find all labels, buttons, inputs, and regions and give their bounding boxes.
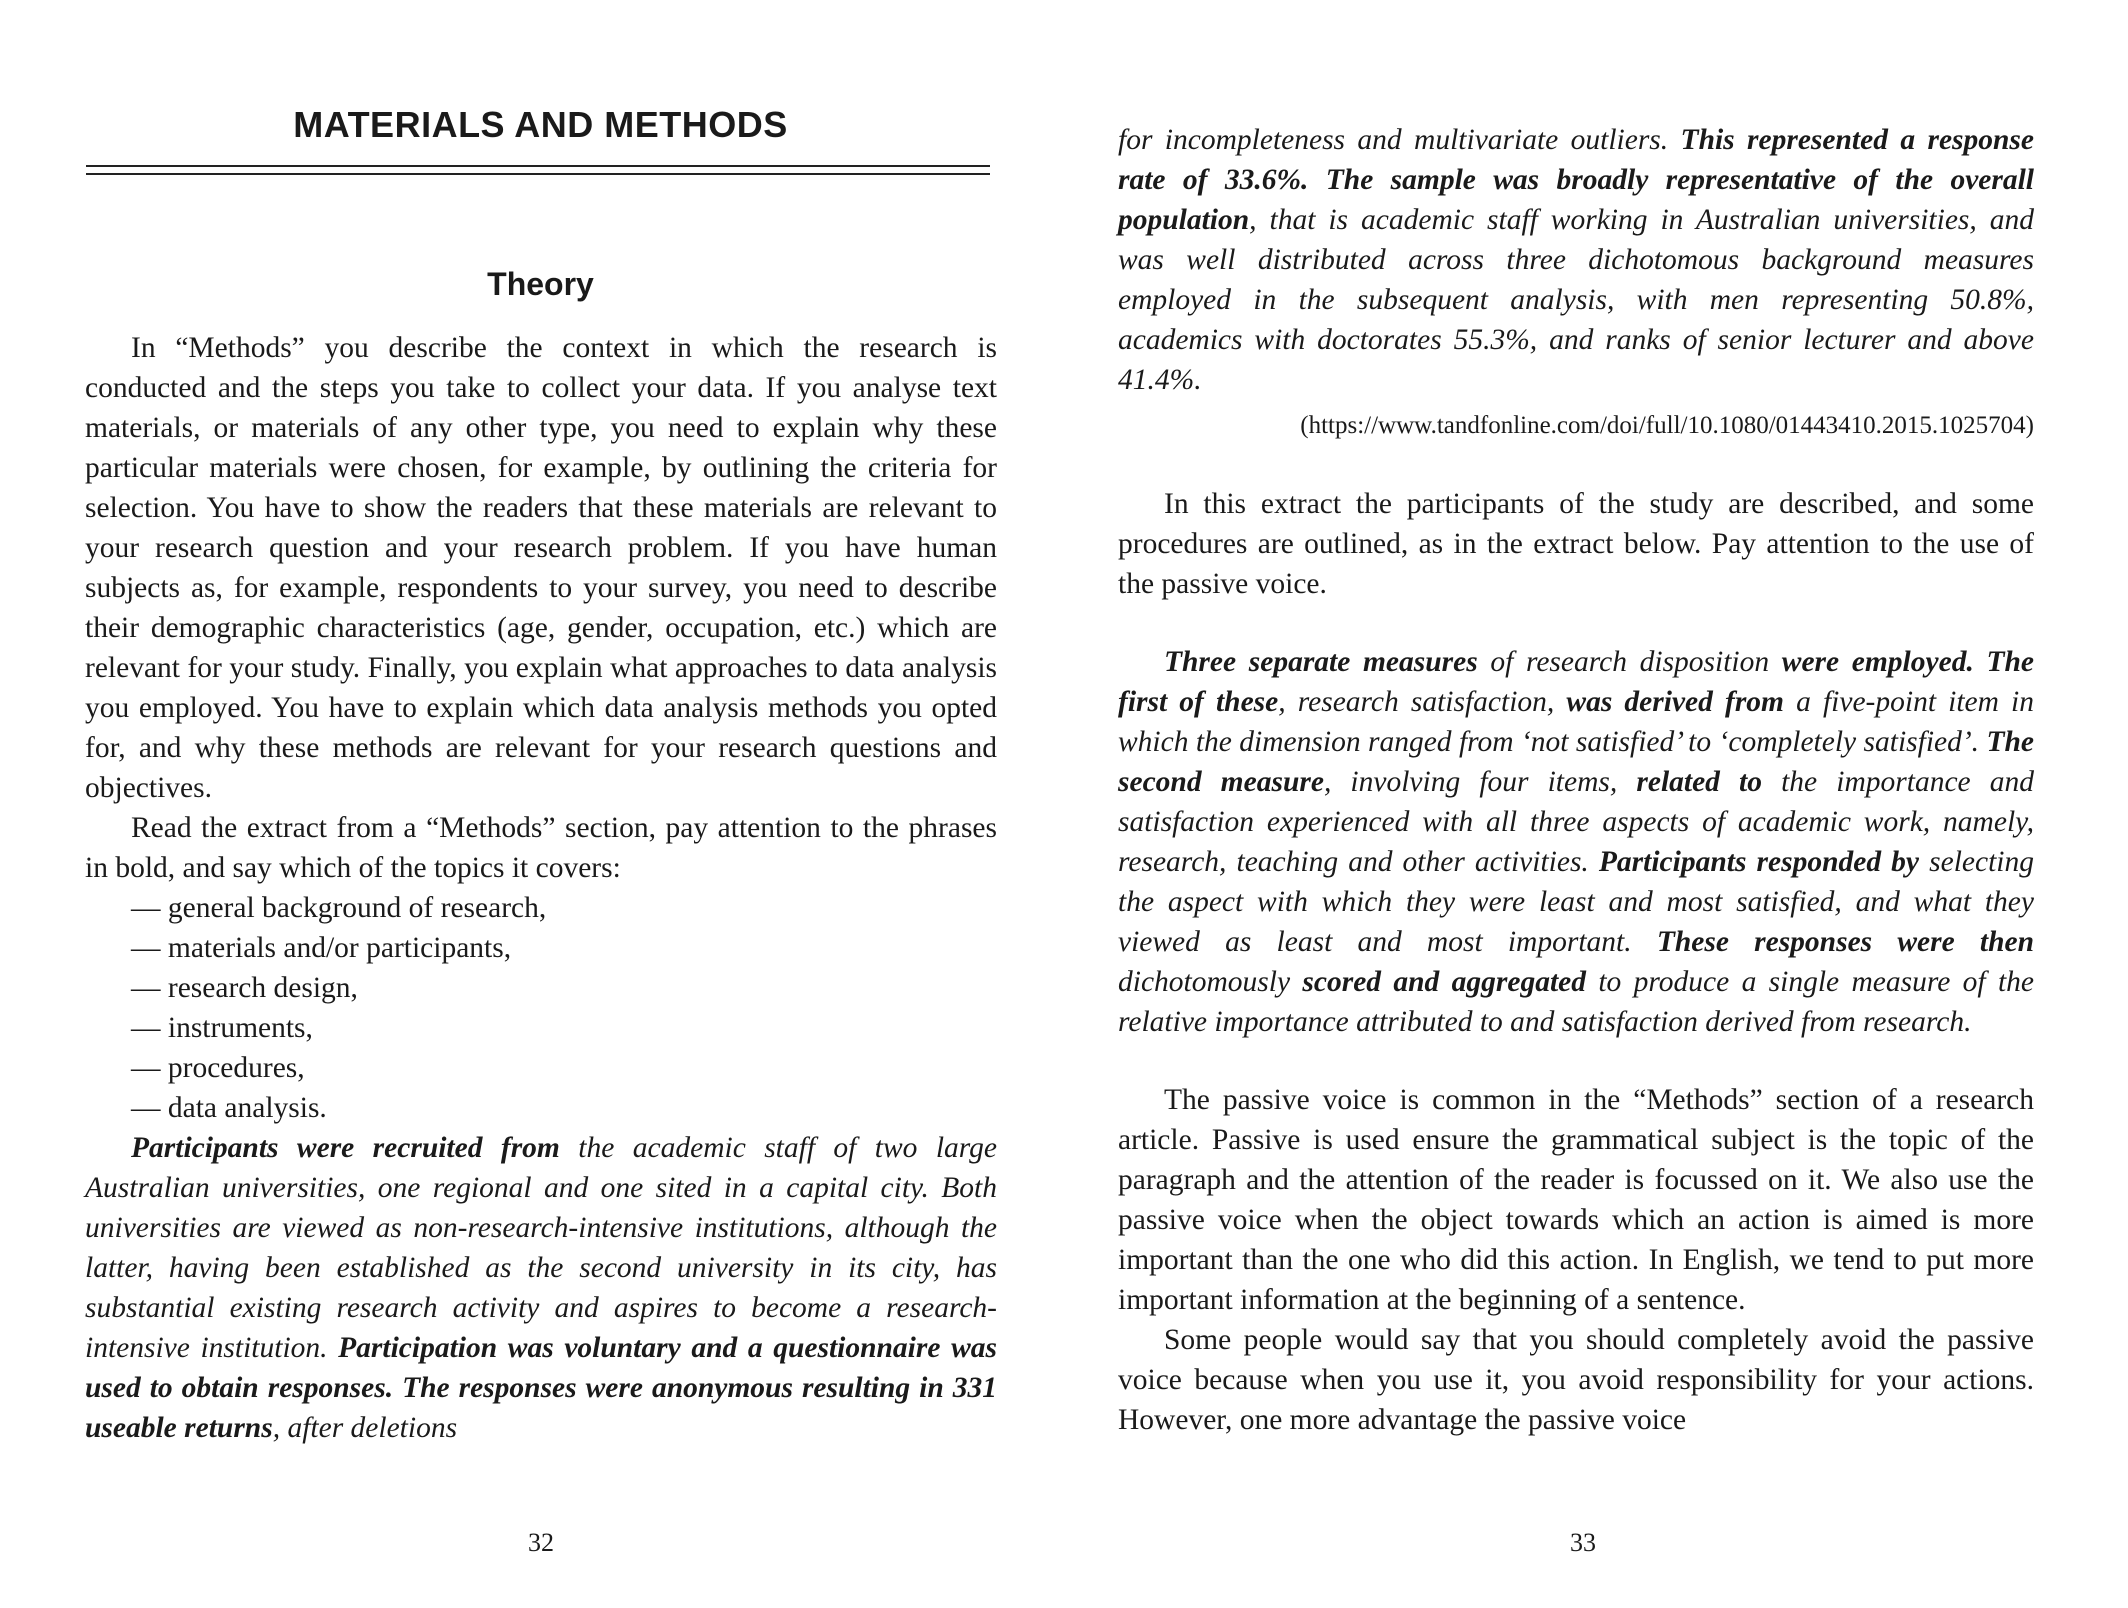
- bold-phrase: was derived from: [1566, 686, 1784, 718]
- list-item: [85, 928, 997, 968]
- italic-text: for incompleteness and multivariate outliers.: [1118, 124, 1681, 156]
- text-run: — materials and/or participants,: [131, 932, 512, 964]
- bold-phrase: These responses were then: [1656, 926, 2035, 958]
- bold-phrase: Three separate measures: [1164, 646, 1478, 678]
- paragraph: [1118, 1320, 2034, 1440]
- right-page: [1064, 0, 2128, 1608]
- paragraph: [1118, 120, 2034, 400]
- text-run: Read the extract from a “Methods” section, pay attention to the phrases in bold, and say which of the topics it covers:: [85, 812, 997, 884]
- italic-text: the importance and satisfaction experienced with all three aspects of academic work, namely, research, teaching and other activities.: [1118, 766, 2034, 878]
- text-run: — procedures,: [131, 1052, 305, 1084]
- text-run: — research design,: [131, 972, 358, 1004]
- italic-text: , research satisfaction,: [1278, 686, 1567, 718]
- italic-text: to produce a single measure of the relative importance attributed to and satisfaction derived from research.: [1118, 966, 2034, 1038]
- text-run: — general background of research,: [131, 892, 547, 924]
- italic-text: dichotomously: [1118, 966, 1303, 998]
- right-body-text: [1118, 120, 2034, 1440]
- bold-phrase: Participants responded by: [1598, 846, 1920, 878]
- bold-phrase: This represented a response rate of 33.6%. The sample was broadly representative of the overall population: [1118, 124, 2034, 236]
- paragraph: [1118, 1080, 2034, 1320]
- italic-text: of research disposition: [1477, 646, 1782, 678]
- paragraph: [85, 808, 997, 888]
- italic-text: , after deletions: [272, 1412, 458, 1444]
- left-body-text: [85, 328, 997, 1448]
- heading-rule-top: [86, 165, 990, 167]
- list-item: [85, 968, 997, 1008]
- paragraph: [1118, 484, 2034, 604]
- text-run: (https://www.tandfonline.com/doi/full/10.1080/01443410.2015.1025704): [1300, 412, 2034, 439]
- bold-phrase: The second measure: [1118, 726, 2034, 798]
- italic-text: , that is academic staff working in Australian universities, and was well distributed across three dichotomous background measures employed in the subsequent analysis, with men representing 50.8%, academics with doctorates 55.3%, and ranks of senior lecturer and above 41.4%.: [1118, 204, 2034, 396]
- italic-text: the academic staff of two large Australian universities, one regional and one sited in a capital city. Both universities are viewed as non-research-intensive institutions, although the latter, having been established as the second university in its city, has substantial existing research activity and aspires to become a research-intensive institution.: [85, 1132, 997, 1364]
- list-item: [85, 1008, 997, 1048]
- section-heading: Theory: [487, 266, 594, 302]
- text-run: — data analysis.: [131, 1092, 327, 1124]
- text-run: In “Methods” you describe the context in which the research is conducted and the steps you take to collect your data. If you analyse text materials, or materials of any other type, you need to explain why these particular materials were chosen, for example, by outlining the criteria for selection. You have to show the readers that these materials are relevant to your research question and your research problem. If you have human subjects as, for example, respondents to your survey, you need to describe their demographic characteristics (age, gender, occupation, etc.) which are relevant for your study. Finally, you explain what approaches to data analysis you employed. You have to explain which data analysis methods you opted for, and why these methods are relevant for your research questions and objectives.: [85, 332, 997, 804]
- bold-phrase: related to: [1636, 766, 1762, 798]
- text-run: In this extract the participants of the study are described, and some procedures are outlined, as in the extract below. Pay attention to the use of the passive voice.: [1118, 488, 2034, 600]
- paragraph: [1118, 642, 2034, 1042]
- list-item: [85, 1048, 997, 1088]
- text-run: Some people would say that you should completely avoid the passive voice because when you use it, you avoid responsibility for your actions. However, one more advantage the passive voice: [1118, 1324, 2034, 1436]
- page-number: 33: [1570, 1528, 1596, 1557]
- chapter-heading: MATERIALS AND METHODS: [293, 104, 788, 145]
- source-citation: [1118, 406, 2034, 446]
- bold-phrase: scored and aggregated: [1302, 966, 1587, 998]
- paragraph: [85, 328, 997, 808]
- bold-phrase: were employed. The first of these: [1118, 646, 2034, 718]
- bold-phrase: Participants were recruited from: [131, 1132, 560, 1164]
- list-item: [85, 1088, 997, 1128]
- italic-text: a five-point item in which the dimension ranged from ‘not satisfied’ to ‘completely satisfied’.: [1118, 686, 2034, 758]
- bold-phrase: Participation was voluntary and a questionnaire was used to obtain responses. The responses were anonymous resulting in 331 useable returns: [85, 1332, 997, 1444]
- text-run: The passive voice is common in the “Methods” section of a research article. Passive is used ensure the grammatical subject is the topic of the paragraph and the attention of the reader is focussed on it. We also use the passive voice when the object towards which an action is aimed is more important than the one who did this action. In English, we tend to put more important information at the beginning of a sentence.: [1118, 1084, 2034, 1316]
- list-item: [85, 888, 997, 928]
- italic-text: selecting the aspect with which they were least and most satisfied, and what they viewed as least and most important.: [1118, 846, 2034, 958]
- paragraph: [85, 1128, 997, 1448]
- text-run: — instruments,: [131, 1012, 313, 1044]
- heading-rule-bottom: [86, 173, 990, 175]
- page-number: 32: [528, 1528, 554, 1557]
- italic-text: , involving four items,: [1323, 766, 1637, 798]
